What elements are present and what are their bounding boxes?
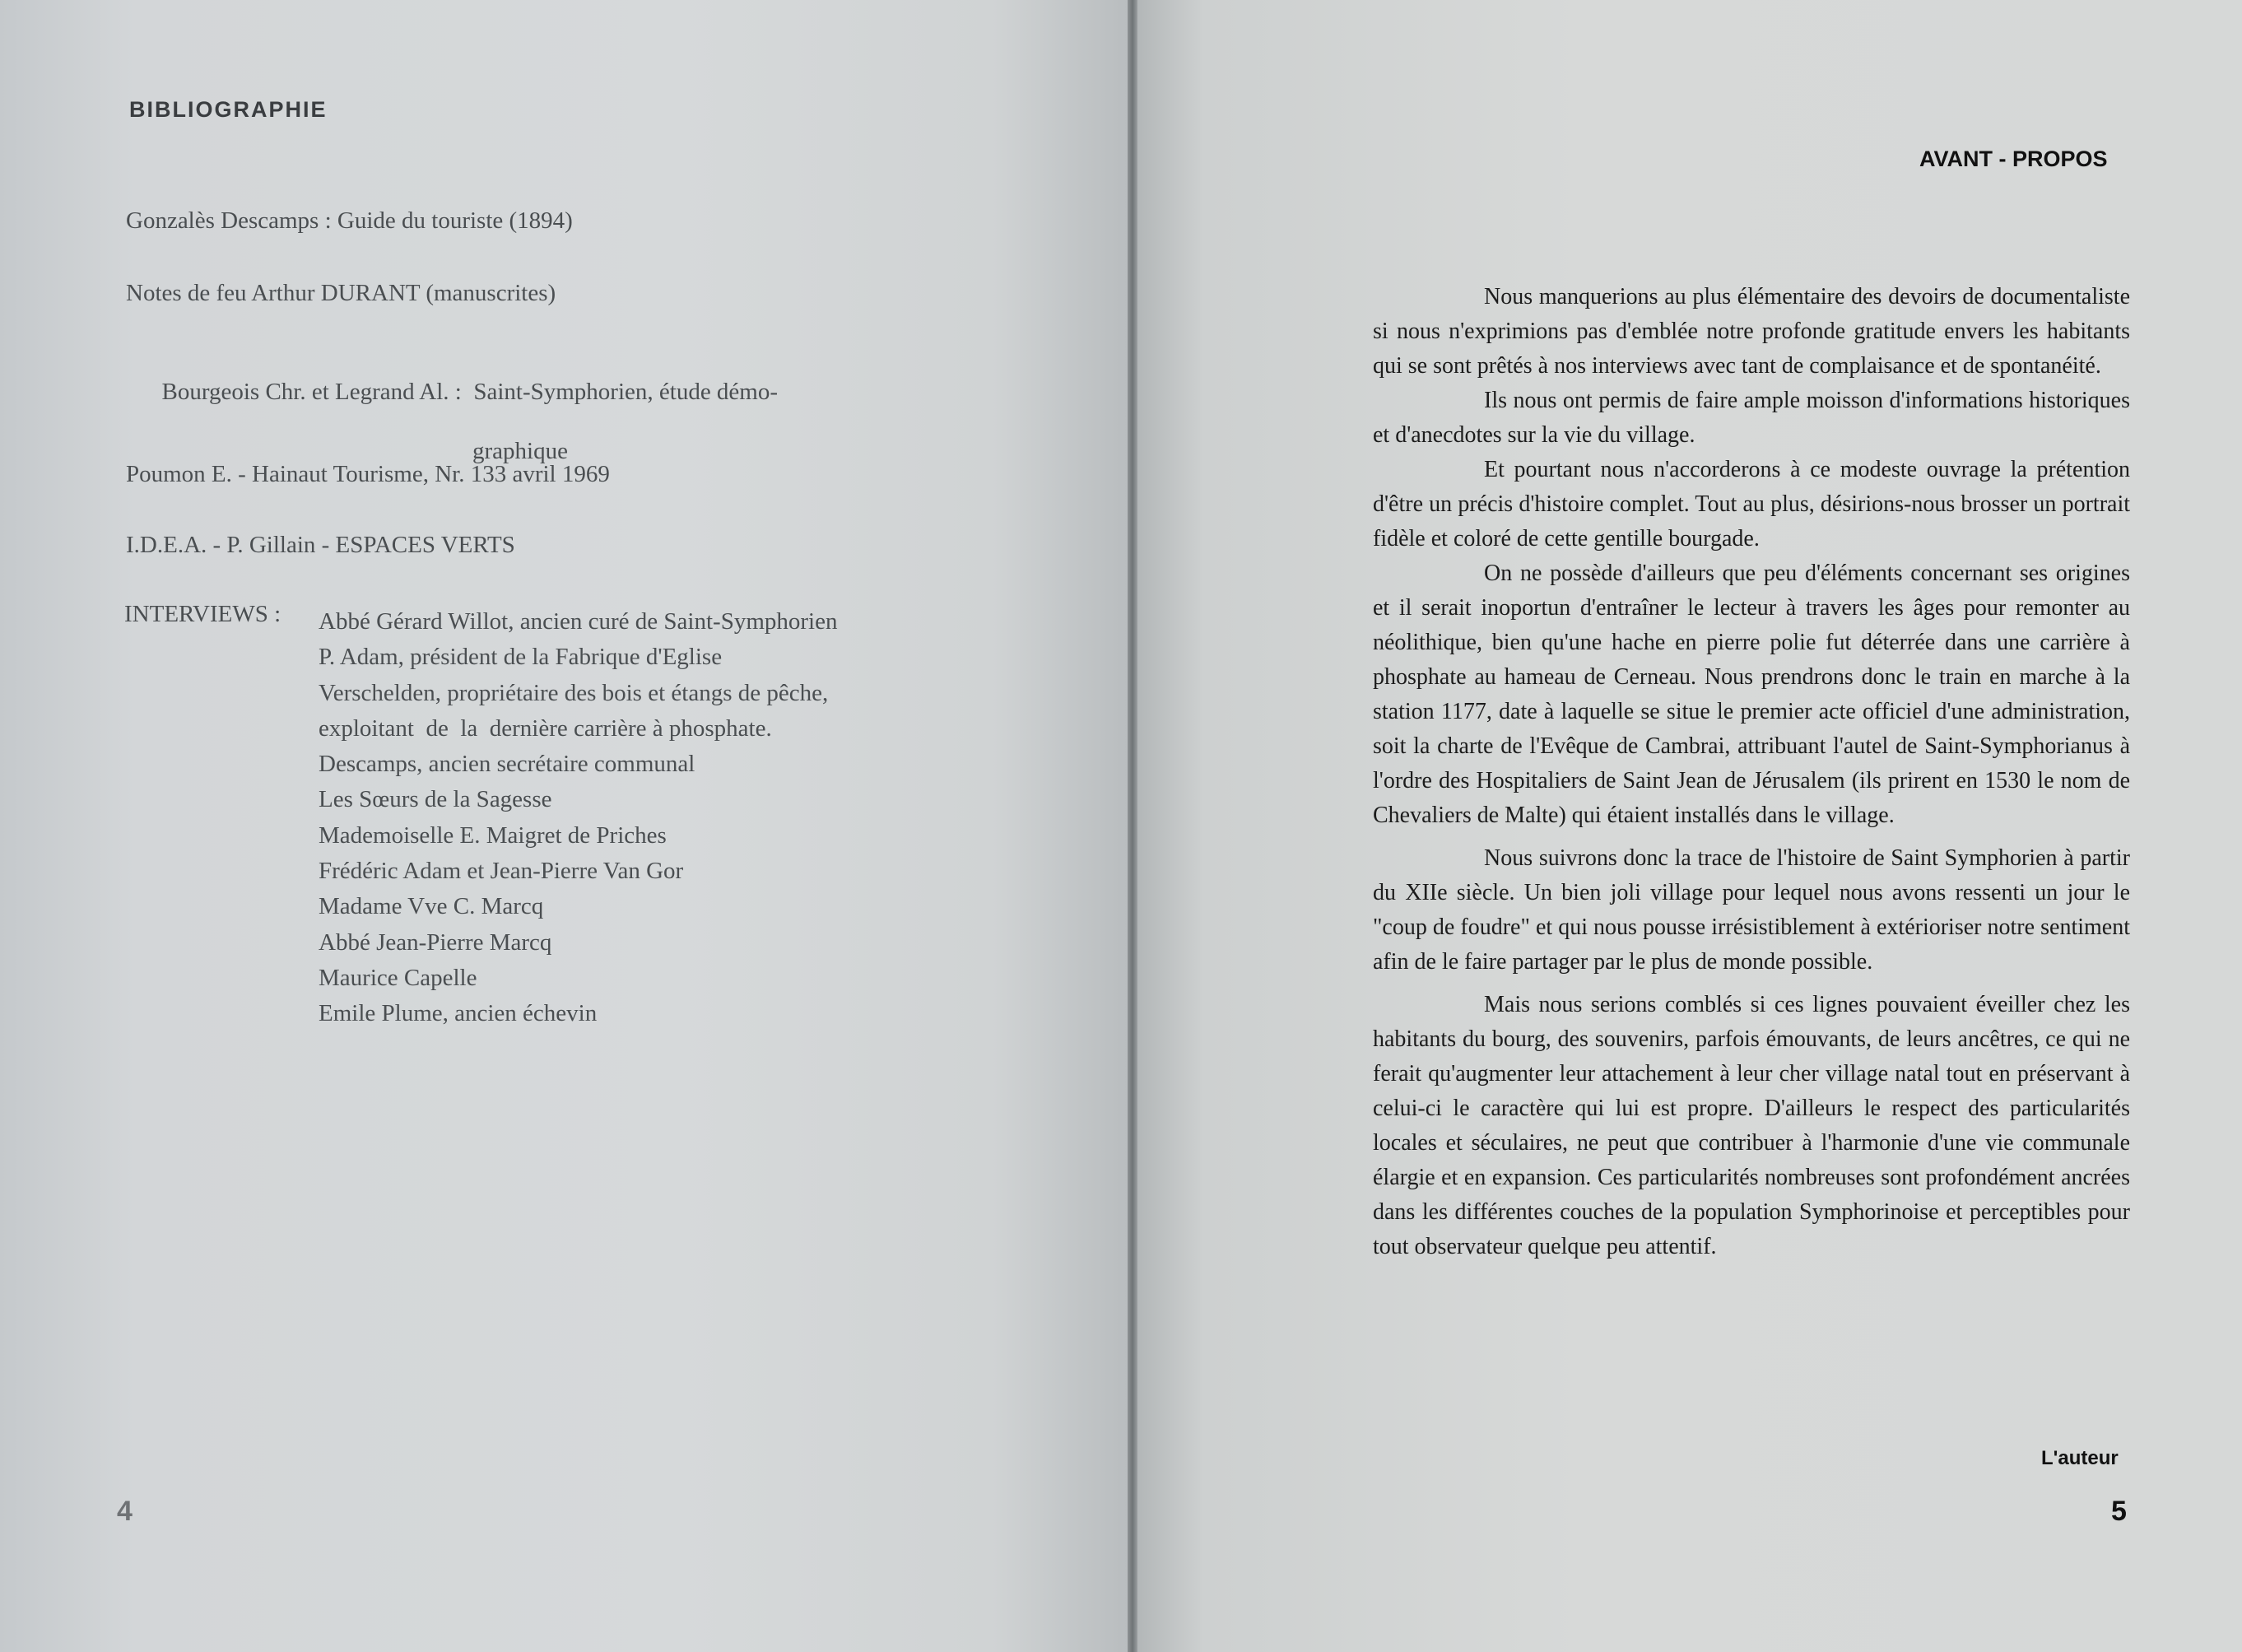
- interviews-label: INTERVIEWS :: [124, 601, 281, 627]
- foreword-paragraph: Ils nous ont permis de faire ample moisson d'informations historiques et d'anecdotes sur la vie du village.: [1373, 388, 2130, 448]
- interview-item: Mademoiselle E. Maigret de Priches: [319, 821, 667, 849]
- bibliography-entry-text: I.D.E.A. - P. Gillain - ESPACES VERTS: [126, 532, 515, 558]
- interview-item: exploitant de la dernière carrière à phosphate.: [319, 714, 772, 742]
- bibliography-entry: [126, 532, 515, 559]
- foreword-paragraph: On ne possède d'ailleurs que peu d'éléments concernant ses origines et il serait inoportun d'entraîner le lecteur à travers les âges pour remonter au néolithique, bien qu'une hache en pierre polie fut déterrée dans une carrière à phosphate au hameau de Cerneau. Nous prendrons donc le train en marche à la station 1177, date à laquelle se situe le premier acte officiel d'une administration, soit la charte de l'Evêque de Cambrai, attribuant l'autel de Saint-Symphorianus à l'ordre des Hospitaliers de Saint Jean de Jérusalem (ils prirent en 1530 le nom de Chevaliers de Malte) qui étaient installés dans le village.: [1373, 561, 2130, 828]
- interview-item: Maurice Capelle: [319, 964, 477, 991]
- foreword-paragraph: Nous suivrons donc la trace de l'histoire de Saint Symphorien à partir du XIIe siècle. Un bien joli village pour lequel nous avons ressenti un jour le "coup de foudre" et qui nous pousse irrésistiblement à extérioriser notre sentiment afin de le faire partager par le plus de monde possible.: [1373, 845, 2130, 975]
- interview-item: P. Adam, président de la Fabrique d'Eglise: [319, 644, 723, 671]
- bibliography-entry-text: Notes de feu Arthur DURANT (manuscrites): [126, 280, 556, 306]
- foreword-body: [1373, 280, 2130, 1264]
- interviews-list: [319, 604, 1059, 1032]
- foreword-heading: AVANT - PROPOS: [1919, 147, 2108, 171]
- bibliography-entry: [126, 280, 556, 307]
- interview-item: Les Sœurs de la Sagesse: [319, 786, 552, 813]
- interview-item: Abbé Gérard Willot, ancien curé de Saint-Symphorien: [319, 608, 838, 635]
- page-number: 4: [117, 1496, 133, 1527]
- book-gutter: [1128, 0, 1137, 1652]
- bibliography-entry: [126, 207, 573, 235]
- foreword-paragraph: Et pourtant nous n'accorderons à ce modeste ouvrage la prétention d'être un précis d'histoire complet. Tout au plus, désirions-nous brosser un portrait fidèle et coloré de cette gentille bourgade.: [1373, 457, 2130, 551]
- interview-item: Abbé Jean-Pierre Marcq: [319, 928, 552, 956]
- bibliography-entry: [126, 461, 610, 488]
- interview-item: Descamps, ancien secrétaire communal: [319, 751, 695, 778]
- interview-item: Emile Plume, ancien échevin: [319, 1000, 598, 1027]
- bibliography-entry-text: Gonzalès Descamps : Guide du touriste (1894): [126, 207, 573, 234]
- page-number: 5: [2111, 1496, 2127, 1527]
- bibliography-heading: BIBLIOGRAPHIE: [129, 97, 328, 122]
- foreword-paragraph: Nous manquerions au plus élémentaire des devoirs de documentaliste si nous n'exprimions pas d'emblée notre profonde gratitude envers les habitants qui se sont prêtés à nos interviews avec tant de complaisance et de spontanéité.: [1373, 284, 2130, 379]
- bibliography-entry-text: Poumon E. - Hainaut Tourisme, Nr. 133 avril 1969: [126, 461, 610, 487]
- bibliography-entry-text: Bourgeois Chr. et Legrand Al. : Saint-Symphorien, étude démo-: [161, 379, 779, 405]
- interview-item: Madame Vve C. Marcq: [319, 893, 544, 920]
- interview-item: Verschelden, propriétaire des bois et étangs de pêche,: [319, 679, 829, 706]
- foreword-paragraph: Mais nous serions comblés si ces lignes pouvaient éveiller chez les habitants du bourg, des souvenirs, parfois émouvants, de leurs ancêtres, ce qui ne ferait qu'augmenter leur attachement à leur cher village natal tout en préservant à celui-ci le caractère qui lui est propre. D'ailleurs le respect des particularités locales et séculaires, ne peut que contribuer à l'harmonie d'une vie communale élargie et en expansion. Ces particularités nombreuses sont profondément ancrées dans les différentes couches de la population Symphorinoise et perceptibles pour tout observateur quelque peu attentif.: [1373, 992, 2130, 1259]
- author-signature: L'auteur: [2041, 1447, 2119, 1469]
- bibliography-entry-continuation: graphique: [472, 438, 568, 464]
- interview-item: Frédéric Adam et Jean-Pierre Van Gor: [319, 858, 684, 885]
- bibliography-entry: [126, 351, 778, 519]
